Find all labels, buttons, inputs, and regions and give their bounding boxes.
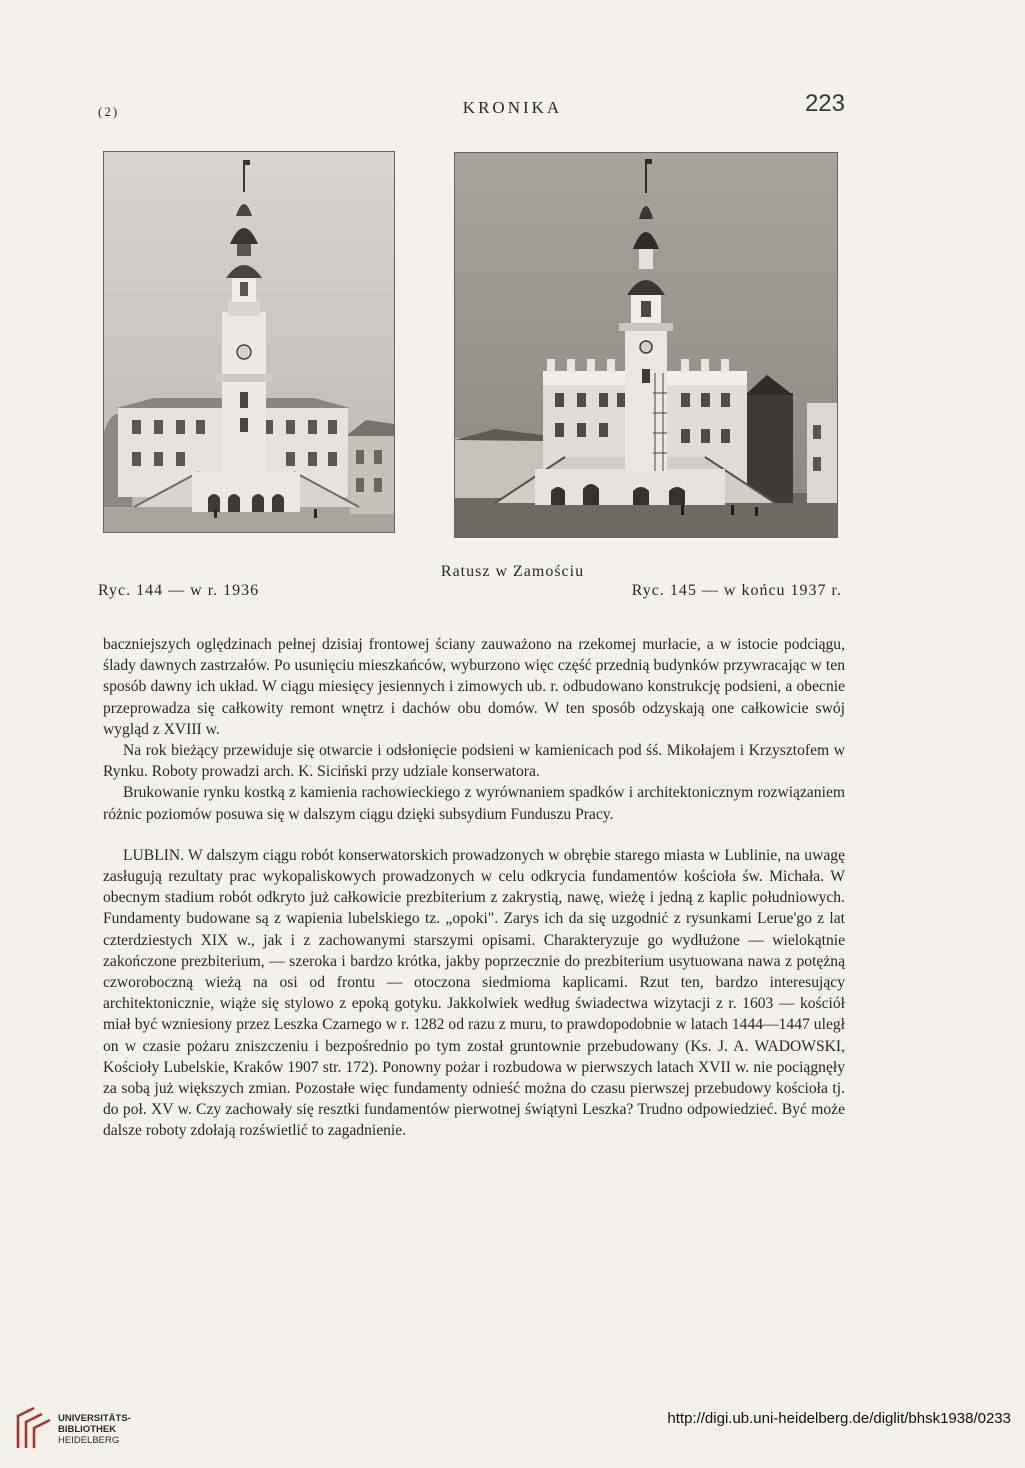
figure-caption-right: Ryc. 145 — w końcu 1937 r. xyxy=(631,582,842,599)
library-line-1: UNIVERSITÄTS- xyxy=(58,1413,131,1424)
section-marker: (2) xyxy=(98,104,120,119)
library-name xyxy=(58,1413,131,1446)
library-line-3: HEIDELBERG xyxy=(58,1435,120,1446)
figure-caption-left: Ryc. 144 — w r. 1936 xyxy=(98,582,260,599)
photo-town-hall-1937 xyxy=(454,152,838,538)
source-url-link[interactable]: http://digi.ub.uni-heidelberg.de/diglit/bhsk1938/0233 xyxy=(667,1410,1011,1427)
paragraph-lublin: LUBLIN. W dalszym ciągu robót konserwatorskich prowadzonych w obrębie starego miasta w Lublinie, na uwagę zasługują rezultaty prac wykopaliskowych prowadzonych w celu odkrycia fundamentów kościoła św. Michała. W obecnym stadium robót odkryto już całkowicie prezbiterium z zakrystią, nawę, wieżę i jedną z kaplic południowych. Fundamenty budowane są z wapienia lubelskiego tz. „opoki". Zarys ich da się uzgodnić z rysunkami Lerue'go z lat czterdziestych XIX w., jak i z zachowanymi starszymi opisami. Charakteryzuje go wydłużone — wielokątnie zakończone prezbiterium, — szeroka i bardzo krótka, jakby poprzecznie do prezbiterium usytuowana nawa z potężną czworoboczną wieżą na osi od frontu — otoczona siedmioma kaplicami. Rzut ten, bardzo interesujący architektonicznie, wiąże się stylowo z epoką gotyku. Jakkolwiek według świadectwa wizytacji z r. 1603 — kościół miał być wzniesiony przez Leszka Czarnego w r. 1282 od razu z muru, to prawdopodobnie w latach 1444—1447 uległ on w czasie pożaru zniszczeniu i bezpośrednio po tym został gruntownie przebudowany (Ks. J. A. WADOWSKI, Kościoły Lubelskie, Kraków 1907 str. 172). Ponowny pożar i rozbudowa w pierwszych latach XVII w. nie pociągnęły za sobą już większych zmian. Pozostałe więc fundamenty odnieść można do czasu pierwszej przebudowy kościoła tj. do poł. XV w. Czy zachowały się resztki fundamentów pierwotnej świątyni Leszka? Trudno odpowiedzieć. Być może dalsze roboty zdołają rozświetlić to zagadnienie. xyxy=(103,846,845,1140)
paragraph-2: Na rok bieżący przewiduje się otwarcie i odsłonięcie podsieni w kamienicach pod śś. Mikołajem i Krzysztofem w Rynku. Roboty prowadzi arch. K. Siciński przy udziale konserwatora. xyxy=(103,742,845,781)
figure-caption-main: Ratusz w Zamościu xyxy=(440,563,585,580)
library-line-2: BIBLIOTHEK xyxy=(58,1424,117,1435)
paragraph-3: Brukowanie rynku kostką z kamienia rachowieckiego z wyrównaniem spadków i architektonicznym rozwiązaniem różnic poziomów posuwa się w dalszym ciągu dzięki subsydium Funduszu Pracy. xyxy=(103,784,845,823)
page-number: 223 xyxy=(804,90,845,117)
body-text xyxy=(103,634,845,1142)
running-title: KRONIKA xyxy=(462,98,563,117)
paragraph-1: baczniejszych oględzinach pełnej dzisiaj frontowej ściany zauważono na rzekomej murłacie, a w istocie podciągu, ślady dawnych zastrzałów. Po usunięciu mieszkańców, wyburzono więc część przednią budynków przywracając w ten sposób dawny ich układ. W ciągu miesięcy jesiennych i zimowych ub. r. odbudowano konstrukcję podsieni, a obecnie przeprowadza się całkowity remont wnętrz i dachów obu domów. W ten sposób odzyskają one całkowicie swój wygląd z XVIII w. xyxy=(103,636,845,738)
library-logo-icon xyxy=(12,1404,52,1452)
photo-town-hall-1936 xyxy=(103,151,395,533)
